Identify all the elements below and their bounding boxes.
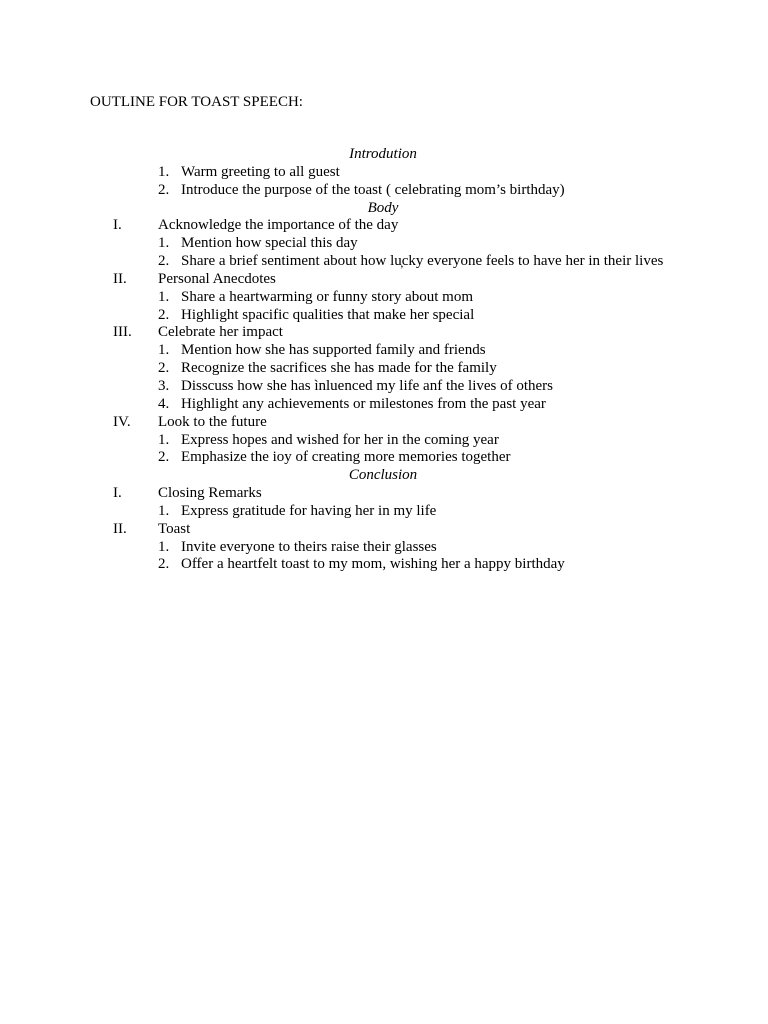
item-number: 1. [158,342,170,359]
item-text: Express hopes and wished for her in the coming year [181,431,499,448]
item-text: Mention how she has supported family and friends [181,342,486,359]
item-text: Emphasize the ioy of creating more memories together [181,449,511,466]
section-numeral: II. [113,520,127,537]
item-number: 2. [158,556,170,573]
section-numeral: I. [113,217,122,234]
item-number: 2. [158,253,170,270]
section-title: Closing Remarks [158,485,262,502]
list-item [0,432,768,450]
section-numeral: I. [113,485,122,502]
list-item [0,235,768,253]
list-item [0,307,768,325]
item-number: 4. [158,395,170,412]
item-number: 1. [158,502,170,519]
section-numeral: IV. [113,413,131,430]
introduction-heading: Introdution [349,146,417,162]
item-number: 2. [158,449,170,466]
section-title: Celebrate her impact [158,324,283,341]
list-item [0,539,768,557]
section-title: Look to the future [158,413,267,430]
list-item [0,449,768,467]
item-number: 1. [158,235,170,252]
item-text: Introduce the purpose of the toast ( celebrating mom’s birthday) [181,181,565,198]
section-numeral: II. [113,270,127,287]
section-heading [0,414,768,432]
section-title: Toast [158,520,191,537]
section-numeral: III. [113,324,132,341]
item-number: 1. [158,288,170,305]
list-item [0,182,768,200]
list-item [0,360,768,378]
item-text: Share a brief sentiment about how lu̦cky everyone feels to have her in their lives [181,253,664,270]
page-title: OUTLINE FOR TOAST SPEECH: [90,94,303,110]
section-heading [0,485,768,503]
item-text: Disscuss how she has ìnluenced my life anf the lives of others [181,377,554,394]
item-text: Invite everyone to theirs raise their glasses [181,538,437,555]
section-heading [0,521,768,539]
item-number: 2. [158,360,170,377]
outline [0,146,768,574]
list-item [0,378,768,396]
section-heading [0,324,768,342]
list-item [0,164,768,182]
item-number: 2. [158,181,170,198]
list-item [0,396,768,414]
section-heading [0,271,768,289]
list-item [0,556,768,574]
item-text: Express gratitude for having her in my life [181,502,437,519]
item-number: 2. [158,306,170,323]
item-text: Highlight any achievements or milestones from the past year [181,395,546,412]
list-item [0,253,768,271]
item-number: 1. [158,163,170,180]
body-heading: Body [367,199,399,216]
item-text: Offer a heartfelt toast to my mom, wishing her a happy birthday [181,556,565,573]
conclusion-heading: Conclusion [348,467,418,484]
item-number: 3. [158,377,170,394]
item-number: 1. [158,538,170,555]
item-text: Recognize the sacrifices she has made for the family [181,360,497,377]
list-item [0,289,768,307]
item-text: Share a heartwarming or funny story about mom [181,288,474,305]
item-text: Warm greeting to all guest [181,163,340,180]
section-title: Personal Anecdotes [158,270,276,287]
list-item [0,342,768,360]
item-text: Mention how special this day [181,235,358,252]
list-item [0,503,768,521]
item-text: Highlight spacific qualities that make her special [181,306,475,323]
section-heading [0,217,768,235]
section-title: Acknowledge the importance of the day [158,217,399,234]
item-number: 1. [158,431,170,448]
